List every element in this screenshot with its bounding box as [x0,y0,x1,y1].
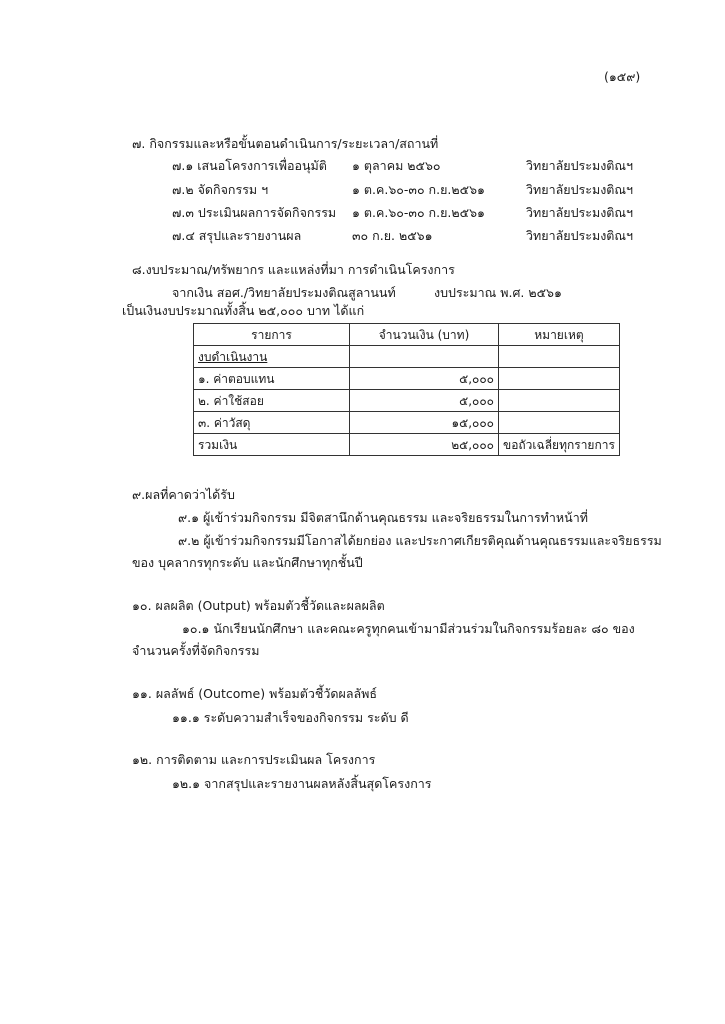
output-item-1-cont: จำนวนครั้งที่จัดกิจกรรม [132,643,260,658]
output-item-1: ๑๐.๑ นักเรียนนักศึกษา และคณะครูทุกคนเข้ามามีส่วนร่วมในกิจกรรมร้อยละ ๘๐ ของ [182,621,635,636]
column-header-note: หมายเหตุ [499,324,620,346]
table-row [194,346,620,368]
section-10-heading: ๑๐. ผลผลิต (Output) พร้อมตัวชี้วัดและผลผลิต [132,598,385,613]
row-note [499,390,620,412]
row-amount: ๑๕,๐๐๐ [350,412,499,434]
page-number: (๑๕๙) [604,69,641,84]
budget-source: จากเงิน สอศ./วิทยาลัยประมงติณสูลานนท์ [172,285,396,300]
row-item: รวมเงิน [194,434,350,456]
activity-step-2: ๗.๒ จัดกิจกรรม ฯ [172,182,269,197]
column-header-item: รายการ [194,324,350,346]
activity-place-3: วิทยาลัยประมงติณฯ [526,205,634,220]
row-note [499,368,620,390]
row-item: ๑. ค่าตอบแทน [194,368,350,390]
table-row [194,412,620,434]
row-amount: ๕,๐๐๐ [350,390,499,412]
column-header-amount: จำนวนเงิน (บาท) [350,324,499,346]
section-9-heading: ๙.ผลที่คาดว่าได้รับ [132,487,235,502]
expected-result-2-cont: ของ บุคลากรทุกระดับ และนักศึกษาทุกชั้นปี [132,555,363,570]
table-row [194,390,620,412]
row-note: ขอถัวเฉลี่ยทุกรายการ [499,434,620,456]
budget-table [193,323,620,456]
activity-date-1: ๑ ตุลาคม ๒๕๖๐ [352,158,441,173]
activity-step-4: ๗.๔ สรุปและรายงานผล [172,228,302,243]
expected-result-2: ๙.๒ ผู้เข้าร่วมกิจกรรมมีโอกาสได้ยกย่อง และประกาศเกียรติคุณด้านคุณธรรมและจริยธรรม [178,533,662,548]
activity-place-4: วิทยาลัยประมงติณฯ [526,228,634,243]
row-item: งบดำเนินงาน [194,346,350,368]
activity-step-1: ๗.๑ เสนอโครงการเพื่ออนุมัติ [172,158,327,173]
expected-result-1: ๙.๑ ผู้เข้าร่วมกิจกรรม มีจิตสานึกด้านคุณธรรม และจริยธรรมในการทำหน้าที่ [178,510,588,525]
row-amount: ๒๕,๐๐๐ [350,434,499,456]
row-amount: ๕,๐๐๐ [350,368,499,390]
budget-fiscal-year: งบประมาณ พ.ศ. ๒๕๖๑ [434,285,562,300]
outcome-item-1: ๑๑.๑ ระดับความสำเร็จของกิจกรรม ระดับ ดี [172,710,409,725]
activity-date-3: ๑ ต.ค.๖๐-๓๐ ก.ย.๒๕๖๑ [352,205,485,220]
row-item: ๓. ค่าวัสดุ [194,412,350,434]
table-header-row [194,324,620,346]
row-item: ๒. ค่าใช้สอย [194,390,350,412]
activity-step-3: ๗.๓ ประเมินผลการจัดกิจกรรม [172,205,337,220]
activity-place-2: วิทยาลัยประมงติณฯ [526,182,634,197]
row-note [499,412,620,434]
section-11-heading: ๑๑. ผลลัพธ์ (Outcome) พร้อมตัวชี้วัดผลลัพธ์ [132,686,378,701]
section-12-heading: ๑๒. การติดตาม และการประเมินผล โครงการ [132,752,376,767]
table-row [194,368,620,390]
row-note [499,346,620,368]
activity-place-1: วิทยาลัยประมงติณฯ [526,158,634,173]
section-7-heading: ๗. กิจกรรมและหรือขั้นตอนดำเนินการ/ระยะเวลา/สถานที่ [132,136,439,151]
monitoring-item-1: ๑๒.๑ จากสรุปและรายงานผลหลังสิ้นสุดโครงการ [172,776,432,791]
activity-date-4: ๓๐ ก.ย. ๒๕๖๑ [352,228,433,243]
table-total-row [194,434,620,456]
activity-date-2: ๑ ต.ค.๖๐-๓๐ ก.ย.๒๕๖๑ [352,182,485,197]
budget-total-line: เป็นเงินงบประมาณทั้งสิ้น ๒๕,๐๐๐ บาท ได้แก่ [122,303,365,318]
row-amount [350,346,499,368]
section-8-heading: ๘.งบประมาณ/ทรัพยากร และแหล่งที่มา การดำเนินโครงการ [132,262,455,277]
